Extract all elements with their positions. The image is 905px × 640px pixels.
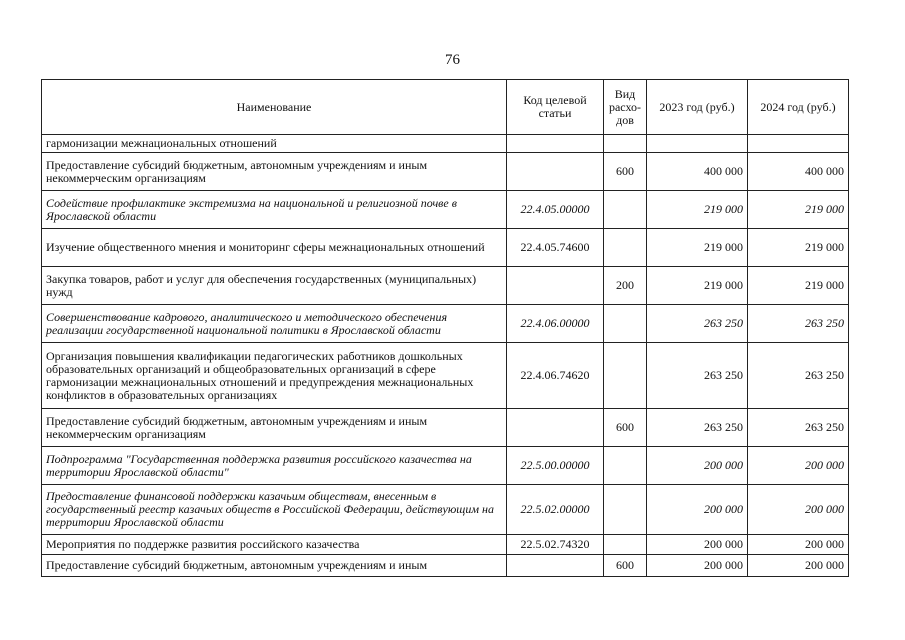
row-code bbox=[507, 135, 604, 153]
row-name: Предоставление финансовой поддержки казачьим обществам, внесенным в государственный реестр казачьих обществ в Российской Федерации, действующим на территории Ярославской области bbox=[42, 485, 507, 535]
row-amount-2024: 263 250 bbox=[748, 305, 849, 343]
row-amount-2023: 200 000 bbox=[647, 555, 748, 577]
row-amount-2023: 400 000 bbox=[647, 153, 748, 191]
row-code: 22.4.05.00000 bbox=[507, 191, 604, 229]
row-expense-type bbox=[604, 343, 647, 409]
row-name: гармонизации межнациональных отношений bbox=[42, 135, 507, 153]
row-name: Изучение общественного мнения и мониторинг сферы межнациональных отношений bbox=[42, 229, 507, 267]
table-row bbox=[42, 229, 849, 267]
row-amount-2024: 219 000 bbox=[748, 229, 849, 267]
header-row bbox=[42, 80, 849, 135]
table-row bbox=[42, 555, 849, 577]
row-amount-2023 bbox=[647, 135, 748, 153]
row-amount-2024: 263 250 bbox=[748, 409, 849, 447]
table-row bbox=[42, 535, 849, 555]
header-name: Наименование bbox=[42, 80, 507, 135]
row-amount-2023: 200 000 bbox=[647, 535, 748, 555]
row-code bbox=[507, 267, 604, 305]
row-code: 22.4.05.74600 bbox=[507, 229, 604, 267]
row-code: 22.4.06.00000 bbox=[507, 305, 604, 343]
row-amount-2023: 219 000 bbox=[647, 191, 748, 229]
budget-table bbox=[41, 79, 849, 577]
row-code: 22.4.06.74620 bbox=[507, 343, 604, 409]
row-name: Закупка товаров, работ и услуг для обеспечения государственных (муниципальных) нужд bbox=[42, 267, 507, 305]
row-name: Содействие профилактике экстремизма на национальной и религиозной почве в Ярославской области bbox=[42, 191, 507, 229]
row-amount-2024: 200 000 bbox=[748, 535, 849, 555]
table-row bbox=[42, 267, 849, 305]
row-code bbox=[507, 409, 604, 447]
row-amount-2023: 263 250 bbox=[647, 305, 748, 343]
row-expense-type: 600 bbox=[604, 409, 647, 447]
row-amount-2023: 263 250 bbox=[647, 409, 748, 447]
row-code: 22.5.02.74320 bbox=[507, 535, 604, 555]
row-name: Мероприятия по поддержке развития российского казачества bbox=[42, 535, 507, 555]
row-code bbox=[507, 153, 604, 191]
table-row bbox=[42, 409, 849, 447]
row-expense-type bbox=[604, 447, 647, 485]
table-body bbox=[42, 135, 849, 577]
row-expense-type: 600 bbox=[604, 555, 647, 577]
row-amount-2024: 200 000 bbox=[748, 447, 849, 485]
row-amount-2023: 200 000 bbox=[647, 485, 748, 535]
row-expense-type: 200 bbox=[604, 267, 647, 305]
row-amount-2023: 263 250 bbox=[647, 343, 748, 409]
table-row bbox=[42, 485, 849, 535]
row-amount-2023: 219 000 bbox=[647, 229, 748, 267]
row-name: Предоставление субсидий бюджетным, автономным учреждениям и иным bbox=[42, 555, 507, 577]
page-number: 76 bbox=[445, 52, 460, 68]
table-row bbox=[42, 191, 849, 229]
row-expense-type bbox=[604, 229, 647, 267]
row-expense-type bbox=[604, 305, 647, 343]
header-2024: 2024 год (руб.) bbox=[748, 80, 849, 135]
header-2023: 2023 год (руб.) bbox=[647, 80, 748, 135]
row-amount-2024: 400 000 bbox=[748, 153, 849, 191]
row-amount-2024: 219 000 bbox=[748, 267, 849, 305]
row-name: Предоставление субсидий бюджетным, автономным учреждениям и иным некоммерческим организациям bbox=[42, 153, 507, 191]
row-amount-2024: 200 000 bbox=[748, 555, 849, 577]
row-amount-2024: 263 250 bbox=[748, 343, 849, 409]
row-expense-type: 600 bbox=[604, 153, 647, 191]
row-name: Совершенствование кадрового, аналитического и методического обеспечения реализации государственной национальной политики в Ярославской области bbox=[42, 305, 507, 343]
table-row bbox=[42, 447, 849, 485]
row-amount-2024: 219 000 bbox=[748, 191, 849, 229]
row-amount-2024 bbox=[748, 135, 849, 153]
table-row bbox=[42, 153, 849, 191]
table-row bbox=[42, 343, 849, 409]
header-code: Код целевой статьи bbox=[507, 80, 604, 135]
row-expense-type bbox=[604, 191, 647, 229]
row-amount-2023: 219 000 bbox=[647, 267, 748, 305]
table-row bbox=[42, 305, 849, 343]
row-amount-2024: 200 000 bbox=[748, 485, 849, 535]
row-code bbox=[507, 555, 604, 577]
row-code: 22.5.00.00000 bbox=[507, 447, 604, 485]
table-row bbox=[42, 135, 849, 153]
row-expense-type bbox=[604, 485, 647, 535]
row-name: Подпрограмма "Государственная поддержка развития российского казачества на территории Ярославской области" bbox=[42, 447, 507, 485]
row-amount-2023: 200 000 bbox=[647, 447, 748, 485]
row-expense-type bbox=[604, 535, 647, 555]
row-name: Организация повышения квалификации педагогических работников дошкольных образовательных организаций и общеобразовательных организаций в сфере гармонизации межнациональных отношений и предупреждения межнациональных конфликтов в образовательных организациях bbox=[42, 343, 507, 409]
row-code: 22.5.02.00000 bbox=[507, 485, 604, 535]
row-name: Предоставление субсидий бюджетным, автономным учреждениям и иным некоммерческим организациям bbox=[42, 409, 507, 447]
row-expense-type bbox=[604, 135, 647, 153]
header-expense-type: Вид расхо-дов bbox=[604, 80, 647, 135]
